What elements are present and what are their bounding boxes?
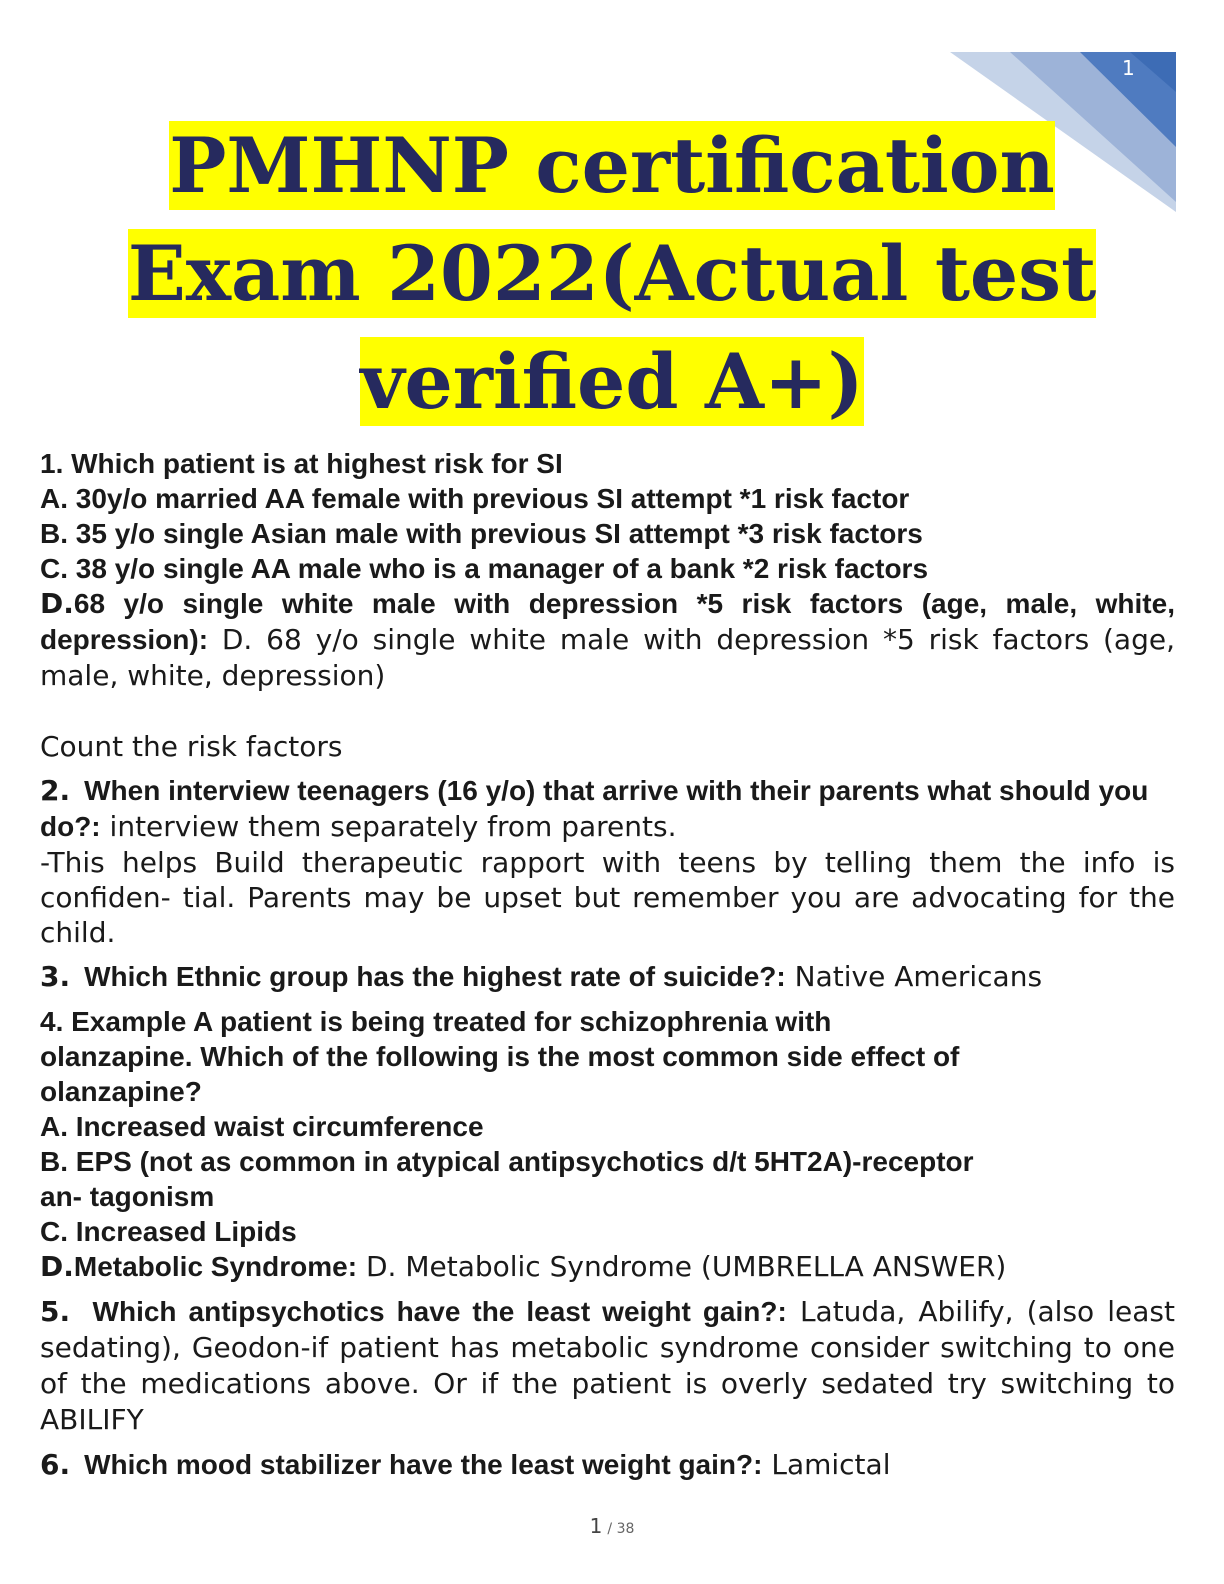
page-footer: [0, 1514, 1224, 1538]
q6-item: 6. Which mood stabilizer have the least weight gain?: Lamictal: [40, 1448, 891, 1481]
q1-option-d: D.68 y/o single white male with depression *5 risk factors (age, male, white, depression): D. 68 y/o single white male with depression *5 risk factors (age, male, white, depression): [40, 587, 1175, 692]
q3-answer: Native Americans: [785, 960, 1043, 993]
page-number-top: 1: [1122, 56, 1135, 80]
q5-question: Which antipsychotics have the least weight gain?:: [92, 1296, 787, 1327]
q4-question-line-1: 4. Example A patient is being treated for schizophrenia with: [40, 1006, 832, 1037]
q5-item: 5. Which antipsychotics have the least weight gain?: Latuda, Abilify, (also least sedating), Geodon-if patient has metabolic syndrome consider switching to one of the medications above. Or if the patient is overly sedated try switching to ABILIFY: [40, 1295, 1175, 1436]
q6-answer: Lamictal: [762, 1448, 891, 1481]
q2-explanation: -This helps Build therapeutic rapport with teens by telling them the info is confiden- tial. Parents may be upset but remember you are advocating for the child.: [40, 846, 1175, 949]
q1-question: 1. Which patient is at highest risk for SI: [40, 448, 563, 479]
document-body: [40, 446, 1175, 1483]
title-line-2: Exam 2022(Actual test: [127, 229, 1097, 318]
title-line-3: verified A+): [360, 337, 864, 426]
q4-question-line-3: olanzapine?: [40, 1076, 202, 1107]
q6-question: Which mood stabilizer have the least weight gain?:: [84, 1449, 763, 1480]
q1-answer: D. 68 y/o single white male with depression *5 risk factors (age, male, white, depression): [40, 623, 1175, 692]
q4-question-line-2: olanzapine. Which of the following is the most common side effect of: [40, 1041, 960, 1072]
q4-option-b-line-1: B. EPS (not as common in atypical antipsychotics d/t 5HT2A)-receptor: [40, 1146, 974, 1177]
q4-answer: D. Metabolic Syndrome (UMBRELLA ANSWER): [357, 1250, 1007, 1283]
q5-answer: Latuda, Abilify, (also least sedating), Geodon-if patient has metabolic syndrome consider switching to one of the medications above. Or if the patient is overly sedated try switching to ABILIFY: [40, 1295, 1175, 1436]
document-title: [0, 112, 1224, 436]
q4-option-c: C. Increased Lipids: [40, 1216, 297, 1247]
q2-answer: interview them separately from parents.: [100, 810, 677, 843]
q4-option-a: A. Increased waist circumference: [40, 1111, 484, 1142]
q1-option-a: A. 30y/o married AA female with previous SI attempt *1 risk factor: [40, 483, 910, 514]
q3-question: Which Ethnic group has the highest rate of suicide?:: [84, 961, 786, 992]
q4-option-b-line-2: an- tagonism: [40, 1181, 215, 1212]
footer-current-page: 1: [589, 1514, 603, 1538]
q1-option-b: B. 35 y/o single Asian male with previous SI attempt *3 risk factors: [40, 518, 923, 549]
q4-option-d: D.Metabolic Syndrome: D. Metabolic Syndrome (UMBRELLA ANSWER): [40, 1250, 1007, 1283]
footer-total-pages: / 38: [607, 1521, 635, 1537]
q3-item: 3. Which Ethnic group has the highest rate of suicide?: Native Americans: [40, 960, 1043, 993]
q1-option-c: C. 38 y/o single AA male who is a manager of a bank *2 risk factors: [40, 553, 929, 584]
q2-item: 2. When interview teenagers (16 y/o) that arrive with their parents what should you do?: interview them separately from parents.: [40, 774, 1149, 843]
title-line-1: PMHNP certification: [169, 121, 1055, 210]
q2-question: When interview teenagers (16 y/o) that arrive with their parents what should you do?:: [40, 775, 1149, 842]
q1-note: Count the risk factors: [40, 730, 343, 763]
